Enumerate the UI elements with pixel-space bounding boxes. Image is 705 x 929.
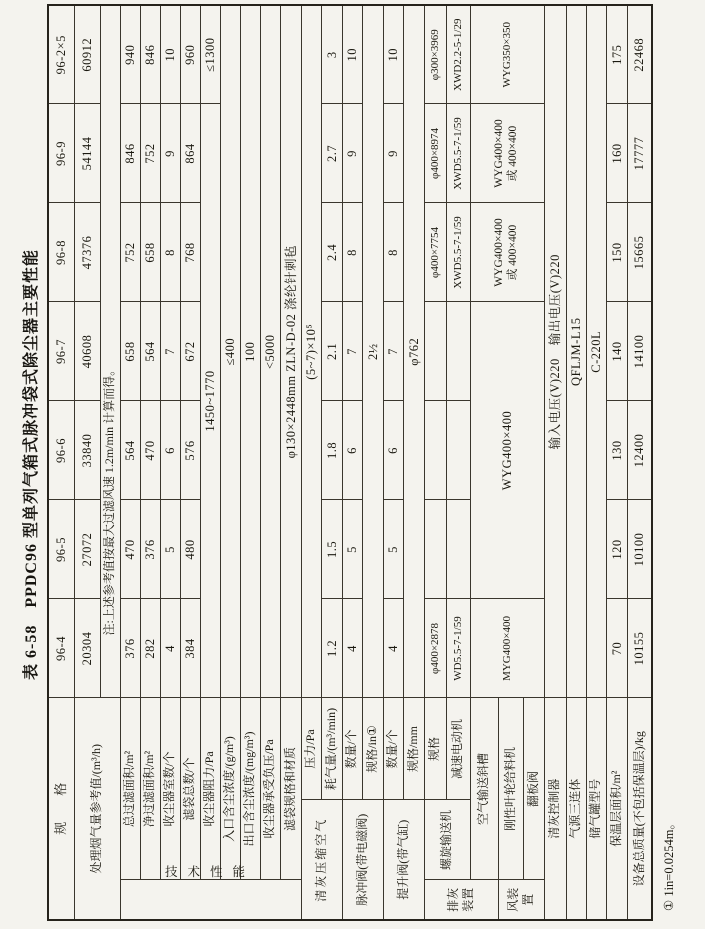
value-cell: 7 (383, 302, 403, 401)
row-label: 收尘器室数/个 (160, 698, 180, 880)
value-cell: 1.8 (321, 401, 342, 500)
value-cell: φ762 (403, 5, 424, 698)
value-line: WYG400×400 (493, 218, 506, 287)
value-cell (470, 104, 544, 203)
spec-table (47, 4, 653, 921)
value-cell-empty (424, 500, 446, 599)
value-cell: 384 (180, 599, 200, 698)
value-cell-empty (424, 401, 446, 500)
table-row (160, 5, 180, 920)
value-cell: 576 (180, 401, 200, 500)
value-line: 或 400×400 (507, 125, 519, 182)
value-cell: 70 (606, 599, 627, 698)
table-row (120, 5, 140, 920)
table-row (140, 5, 160, 920)
group-label-air-chute: 空气输送斜槽 (470, 698, 498, 880)
column-header: 96-5 (48, 500, 74, 599)
value-cell: φ300×3969 (424, 5, 446, 104)
value-cell: 564 (120, 401, 140, 500)
value-cell: 17777 (627, 104, 652, 203)
value-cell: 4 (383, 599, 403, 698)
value-cell: C-220L (586, 5, 606, 698)
value-cell: 658 (120, 302, 140, 401)
group-label-blower: 风装置 (498, 880, 544, 920)
value-cell: 2½ (362, 5, 383, 698)
value-cell: 672 (180, 302, 200, 401)
row-label: 收尘器承受负压/Pa (260, 698, 280, 880)
value-cell: 10 (383, 5, 403, 104)
value-cell: ≤400 (220, 5, 240, 698)
value-cell: WYG350×350 (470, 5, 544, 104)
row-label: 气源三连体 (566, 698, 586, 920)
row-label: 规格 (424, 698, 446, 800)
table-row (200, 5, 220, 920)
value-cell: 9 (342, 104, 362, 203)
value-cell: 470 (140, 401, 160, 500)
value-cell: 846 (140, 5, 160, 104)
value-cell: 140 (606, 302, 627, 401)
value-cell: 7 (160, 302, 180, 401)
table-row (342, 5, 362, 920)
column-header: 96-4 (48, 599, 74, 698)
value-cell: 150 (606, 203, 627, 302)
row-label: 规格/in① (362, 698, 383, 800)
group-label-pulse-valve: 脉冲阀(带电磁阀) (342, 800, 383, 920)
value-cell: 658 (140, 203, 160, 302)
column-header: 96-6 (48, 401, 74, 500)
value-cell: 14100 (627, 302, 652, 401)
value-cell: 9 (160, 104, 180, 203)
value-cell: 1.2 (321, 599, 342, 698)
value-cell: 15665 (627, 203, 652, 302)
value-cell: 376 (120, 599, 140, 698)
value-cell: 864 (180, 104, 200, 203)
row-label: 收尘器阻力/Pa (200, 698, 220, 880)
column-header: 96-9 (48, 104, 74, 203)
value-cell: 输入电压(V)220 输出电压(V)220 (544, 5, 566, 698)
value-cell: 10155 (627, 599, 652, 698)
table-row (424, 5, 446, 920)
table-row (180, 5, 200, 920)
value-cell: 1.5 (321, 500, 342, 599)
value-cell: (5~7)×10⁵ (301, 5, 321, 698)
value-cell: 8 (160, 203, 180, 302)
group-label-lift-valve: 提升阀(带气缸) (383, 800, 424, 920)
value-cell: 4 (160, 599, 180, 698)
value-cell: WYG400×400 (470, 302, 544, 599)
value-cell: 282 (140, 599, 160, 698)
footnote: ① 1in=0.0254m。 (662, 817, 676, 911)
table-row (403, 5, 424, 920)
value-cell: 12400 (627, 401, 652, 500)
value-cell: 20304 (74, 599, 100, 698)
value-cell: 480 (180, 500, 200, 599)
table-row (240, 5, 260, 920)
value-line: 或 400×400 (507, 224, 519, 281)
value-cell: φ400×8974 (424, 104, 446, 203)
value-cell: <5000 (260, 5, 280, 698)
value-cell-empty (446, 302, 470, 401)
row-label: 数量/个 (383, 698, 403, 800)
row-label: 保温层面积/m² (606, 698, 627, 920)
group-label-tech: 技术性能 (120, 880, 301, 920)
value-cell: 940 (120, 5, 140, 104)
value-cell-empty (446, 401, 470, 500)
value-cell: 6 (383, 401, 403, 500)
value-cell: 564 (140, 302, 160, 401)
value-cell: 33840 (74, 401, 100, 500)
row-label: 压力/Pa (301, 698, 321, 800)
row-label: 设备总质量(不包括保温层)/kg (627, 698, 652, 920)
value-cell: XWD5.5-7-1/59 (446, 203, 470, 302)
value-cell: 22468 (627, 5, 652, 104)
row-label: 刚性叶轮给料机 (498, 698, 523, 880)
table-row (606, 5, 627, 920)
value-cell: 846 (120, 104, 140, 203)
value-cell: 752 (120, 203, 140, 302)
value-cell: 120 (606, 500, 627, 599)
value-cell: 6 (342, 401, 362, 500)
row-label: 出口含尘浓度/(mg/m³) (240, 698, 260, 880)
table-row (383, 5, 403, 920)
table-row (446, 5, 470, 920)
group-label-ash-discharge: 排灰装置 (424, 880, 498, 920)
row-label: 处理烟气量参考值/(m³/h) (74, 698, 120, 920)
value-cell: 9 (383, 104, 403, 203)
value-cell: MYG400×400 (470, 599, 544, 698)
value-cell: 3 (321, 5, 342, 104)
row-label: 清灰控制器 (544, 698, 566, 920)
row-label: 耗气量/(m³/min) (321, 698, 342, 800)
value-cell: 47376 (74, 203, 100, 302)
value-cell: 60912 (74, 5, 100, 104)
value-cell: 8 (342, 203, 362, 302)
value-cell: 752 (140, 104, 160, 203)
value-cell: 5 (160, 500, 180, 599)
row-label: 翻板阀 (523, 698, 544, 880)
value-cell: 4 (342, 599, 362, 698)
value-cell: WD5.5-7-1/59 (446, 599, 470, 698)
row-label: 总过滤面积/m² (120, 698, 140, 880)
value-cell: 768 (180, 203, 200, 302)
value-cell: QFLJM-L15 (566, 5, 586, 698)
row-label: 滤袋规格和材质 (280, 698, 301, 880)
value-cell: 5 (342, 500, 362, 599)
table-row (321, 5, 342, 920)
row-label: 减速电动机 (446, 698, 470, 800)
table-row (470, 5, 498, 920)
value-cell: XWD5.5-7-1/59 (446, 104, 470, 203)
value-cell: 2.1 (321, 302, 342, 401)
value-cell: 2.7 (321, 104, 342, 203)
table-row (280, 5, 301, 920)
table-row (301, 5, 321, 920)
value-cell: 1450~1770 (200, 104, 220, 698)
value-cell: 130 (606, 401, 627, 500)
value-cell: 2.4 (321, 203, 342, 302)
value-cell: 100 (240, 5, 260, 698)
value-cell: φ400×7754 (424, 203, 446, 302)
column-header: 96-7 (48, 302, 74, 401)
value-cell: ≤1300 (200, 5, 220, 104)
value-cell: 960 (180, 5, 200, 104)
row-label: 数量/个 (342, 698, 362, 800)
value-cell: 160 (606, 104, 627, 203)
value-cell: XWD2.2-5-1/29 (446, 5, 470, 104)
column-header: 96-8 (48, 203, 74, 302)
value-line: WYG400×400 (493, 119, 506, 188)
value-cell: φ130×2448mm ZLN-D-02 涤纶针刺毡 (280, 5, 301, 698)
row-label: 滤袋总数/个 (180, 698, 200, 880)
table-row (48, 5, 74, 920)
value-cell (470, 203, 544, 302)
value-cell: 175 (606, 5, 627, 104)
value-cell: 6 (160, 401, 180, 500)
value-cell: 470 (120, 500, 140, 599)
table-row (544, 5, 566, 920)
table-row (627, 5, 652, 920)
value-cell: 10 (160, 5, 180, 104)
value-cell: 376 (140, 500, 160, 599)
value-cell: 10 (342, 5, 362, 104)
table-row (220, 5, 240, 920)
value-cell: 40608 (74, 302, 100, 401)
rotated-page (16, 8, 677, 921)
table-row (74, 5, 100, 920)
row-label: 规格/mm (403, 698, 424, 800)
table-row (566, 5, 586, 920)
group-label-screw-conveyor: 螺旋输送机 (424, 800, 470, 880)
value-cell: φ400×2878 (424, 599, 446, 698)
value-cell: 5 (383, 500, 403, 599)
table-row (260, 5, 280, 920)
row-label: 储气罐型号 (586, 698, 606, 920)
table-title: 表 6-58 PPDC96 型单列气箱式脉冲袋式除尘器主要性能 (23, 249, 40, 680)
value-cell: 8 (383, 203, 403, 302)
column-header: 96-2×5 (48, 5, 74, 104)
value-cell: 27072 (74, 500, 100, 599)
value-cell: 10100 (627, 500, 652, 599)
value-cell: 7 (342, 302, 362, 401)
table-row (362, 5, 383, 920)
value-cell-empty (424, 302, 446, 401)
group-label-air: 清灰压缩空气 (301, 800, 342, 920)
value-cell: 54144 (74, 104, 100, 203)
row-label: 净过滤面积/m² (140, 698, 160, 880)
corner-header: 规格 (48, 698, 74, 920)
table-row (586, 5, 606, 920)
row-label: 入口含尘浓度/(g/m³) (220, 698, 240, 880)
note-cell: 注:上述参考值按最大过滤风速 1.2m/min 计算而得。 (100, 5, 120, 698)
value-cell-empty (446, 500, 470, 599)
